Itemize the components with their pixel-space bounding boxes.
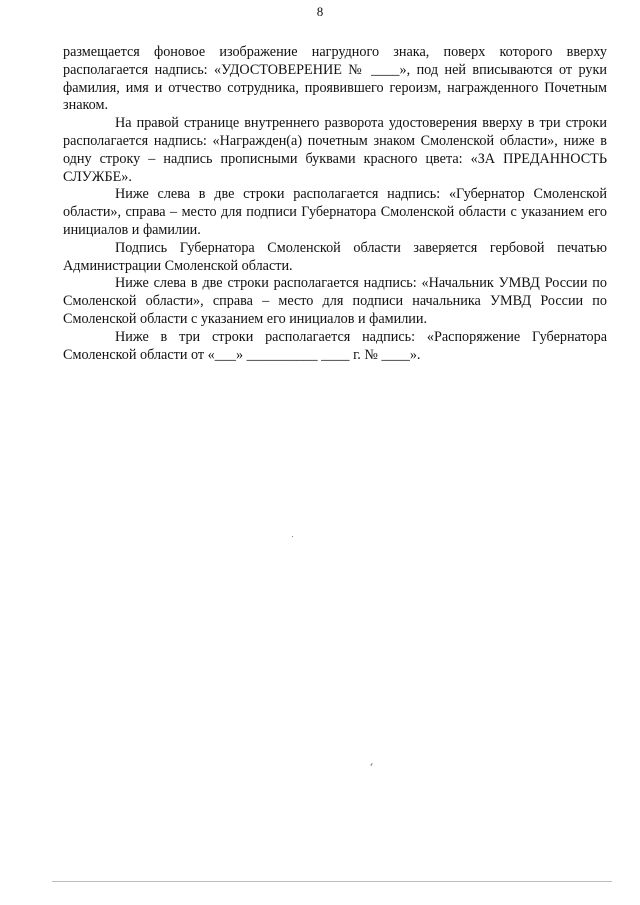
scan-speck [370,763,372,766]
page-number: 8 [316,4,324,19]
paragraph: На правой странице внутреннего разворота удостоверения вверху в три строки располагается надпись: «Награжден(а) почетным знаком Смоленской области», ниже в одну строку – надпись прописными буквами красного цвета: «ЗА ПРЕДАННОСТЬ СЛУЖБЕ». [63,115,607,185]
paragraph: Ниже слева в две строки располагается надпись: «Губернатор Смоленской области», справа – место для подписи Губернатора Смоленской области с указанием его инициалов и фамилии. [63,186,607,238]
paragraph: Ниже слева в две строки располагается надпись: «Начальник УМВД России по Смоленской области», справа – место для подписи начальника УМВД России по Смоленской области с указанием его инициалов и фамилии. [63,275,607,327]
paragraph: размещается фоновое изображение нагрудного знака, поверх которого вверху располагается надпись: «УДОСТОВЕРЕНИЕ № ____», под ней вписываются от руки фамилия, имя и отчество сотрудника, проявившего героизм, награжденного Почетным знаком. [63,44,607,114]
scan-speck [292,536,293,537]
document-body [63,44,607,364]
footer-rule [52,881,612,882]
paragraph: Подпись Губернатора Смоленской области заверяется гербовой печатью Администрации Смоленской области. [63,239,607,274]
paragraph: Ниже в три строки располагается надпись: «Распоряжение Губернатора Смоленской области от «___» __________ ____ г. № ____». [63,328,607,363]
